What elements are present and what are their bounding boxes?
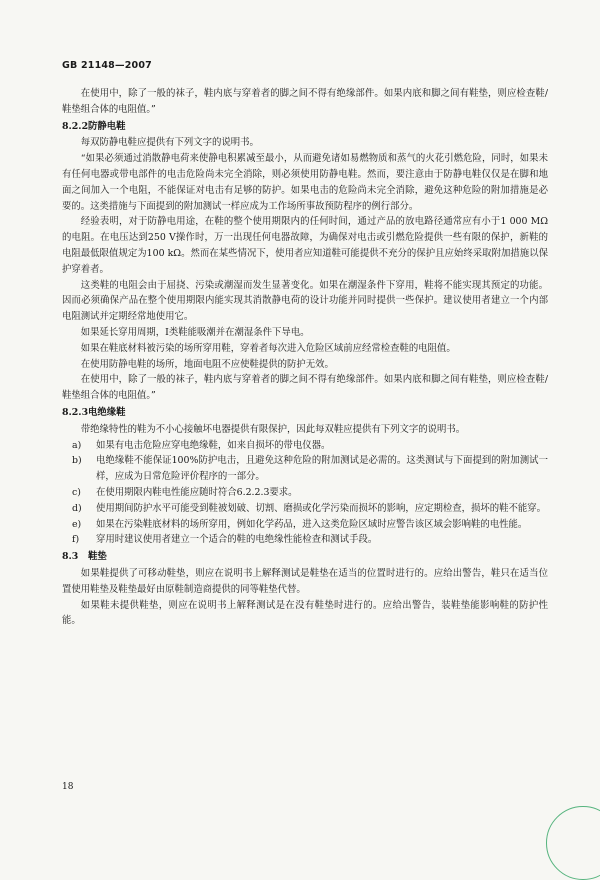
list-item-label: f) [72,534,80,546]
paragraph: “如果必须通过消散静电荷来使静电积累减至最小，从而避免诸如易燃物质和蒸气的火花引燃危险，同时，如果未有任何电器或带电部件的电击危险尚未完全消除，则必须使用防静电鞋。然而，要注意由于防静电鞋仅仅是在脚和地面之间加入一个电阻，不能保证对电击有足够的防护。如果电击的危险尚未完全消除，避免这种危险的附加措施是必要的。这类措施与下面提到的附加测试一样应成为工作场所事故预防程序的例行部分。 [62,153,548,212]
list-item [62,438,548,454]
paragraph: 带绝缘特性的鞋为不小心接触坏电器提供有限保护，因此每双鞋应提供有下列文字的说明书。 [80,423,466,435]
list-item [62,532,548,548]
list-item-text: 在使用期限内鞋电性能应随时符合6.2.2.3要求。 [96,486,298,498]
section-heading [62,405,548,421]
corner-stamp [546,806,600,880]
list-item-label: e) [72,518,82,530]
list-item-label: b) [72,455,82,467]
paragraph: 每双防静电鞋应提供有下列文字的说明书。 [80,137,259,149]
paragraph: 经验表明，对于防静电用途，在鞋的整个使用期限内的任何时间，通过产品的放电路径通常应有小于1 000 MΩ的电阻。在电压达到250 V操作时，万一出现任何电器故障，为确保对电击或引燃危险提供一些有限的保护，新鞋的电阻最低限值规定为100 kΩ。然而在某些情况下，使用者应知道鞋可能提供不充分的保护且应始终采取附加措施以保护穿着者。 [62,216,548,275]
section-title: 鞋垫 [88,551,107,563]
list-item [62,501,548,517]
document-body [62,86,548,629]
section-heading [62,549,548,565]
section-heading [62,119,548,135]
paragraph: 如果鞋未提供鞋垫，则应在说明书上解释测试是在没有鞋垫时进行的。应给出警告，装鞋垫能影响鞋的防护性能。 [62,599,548,627]
list-item-text: 电绝缘鞋不能保证100%防护电击，且避免这种危险的附加测试是必需的。这类测试与下面提到的附加测试一样，应成为日常危险评价程序的一部分。 [96,455,548,483]
list-item-text: 如果在污染鞋底材料的场所穿用，例如化学药品，进入这类危险区域时应警告该区域会影响鞋的电性能。 [96,518,528,530]
list-item [62,485,548,501]
page-number: 18 [62,782,74,792]
paragraph: 在使用中，除了一般的袜子，鞋内底与穿着者的脚之间不得有绝缘部件。如果内底和脚之间有鞋垫，则应检查鞋/鞋垫组合体的电阻值。” [62,88,548,115]
list-item-text: 如果有电击危险应穿电绝缘鞋，如来自损坏的带电仪器。 [96,439,331,451]
list-item-text: 使用期间防护水平可能受到鞋被划破、切割、磨损或化学污染而损坏的影响，应定期检查，损坏的鞋不能穿。 [96,502,547,514]
standard-code: GB 21148—2007 [62,60,152,71]
paragraph: 在使用防静电鞋的场所，地面电阻不应使鞋提供的防护无效。 [80,358,334,370]
section-title: 电绝缘鞋 [88,406,126,418]
list-item [62,517,548,533]
paragraph: 在使用中，除了一般的袜子，鞋内底与穿着者的脚之间不得有绝缘部件。如果内底和脚之间有鞋垫，则应检查鞋/鞋垫组合体的电阻值。” [62,374,548,402]
list-item-text: 穿用时建议使用者建立一个适合的鞋的电绝缘性能检查和测试手段。 [96,534,378,546]
list-item [62,453,548,485]
paragraph: 这类鞋的电阻会由于屈挠、污染或潮湿而发生显著变化。如果在潮湿条件下穿用，鞋将不能实现其预定的功能。因而必须确保产品在整个使用期限内能实现其消散静电荷的设计功能并同时提供一些保护。建议使用者建立一个内部电阻测试并定期经常地使用它。 [62,279,548,323]
paragraph: 如果延长穿用周期，Ⅰ类鞋能吸潮并在潮湿条件下导电。 [80,326,310,338]
list-item-label: d) [72,502,82,514]
section-title: 防静电鞋 [88,120,126,132]
paragraph: 如果在鞋底材料被污染的场所穿用鞋，穿着者每次进入危险区域前应经常检查鞋的电阻值。 [80,342,456,354]
list-item-label: c) [72,486,81,498]
list-item-label: a) [72,439,82,451]
section-number: 8.2.2 [62,120,89,132]
section-number: 8.2.3 [62,406,89,418]
paragraph: 如果鞋提供了可移动鞋垫，则应在说明书上解释测试是鞋垫在适当的位置时进行的。应给出警告，鞋只在适当位置使用鞋垫及鞋垫最好由原鞋制造商提供的同等鞋垫代替。 [62,567,548,595]
section-number: 8.3 [62,551,79,563]
